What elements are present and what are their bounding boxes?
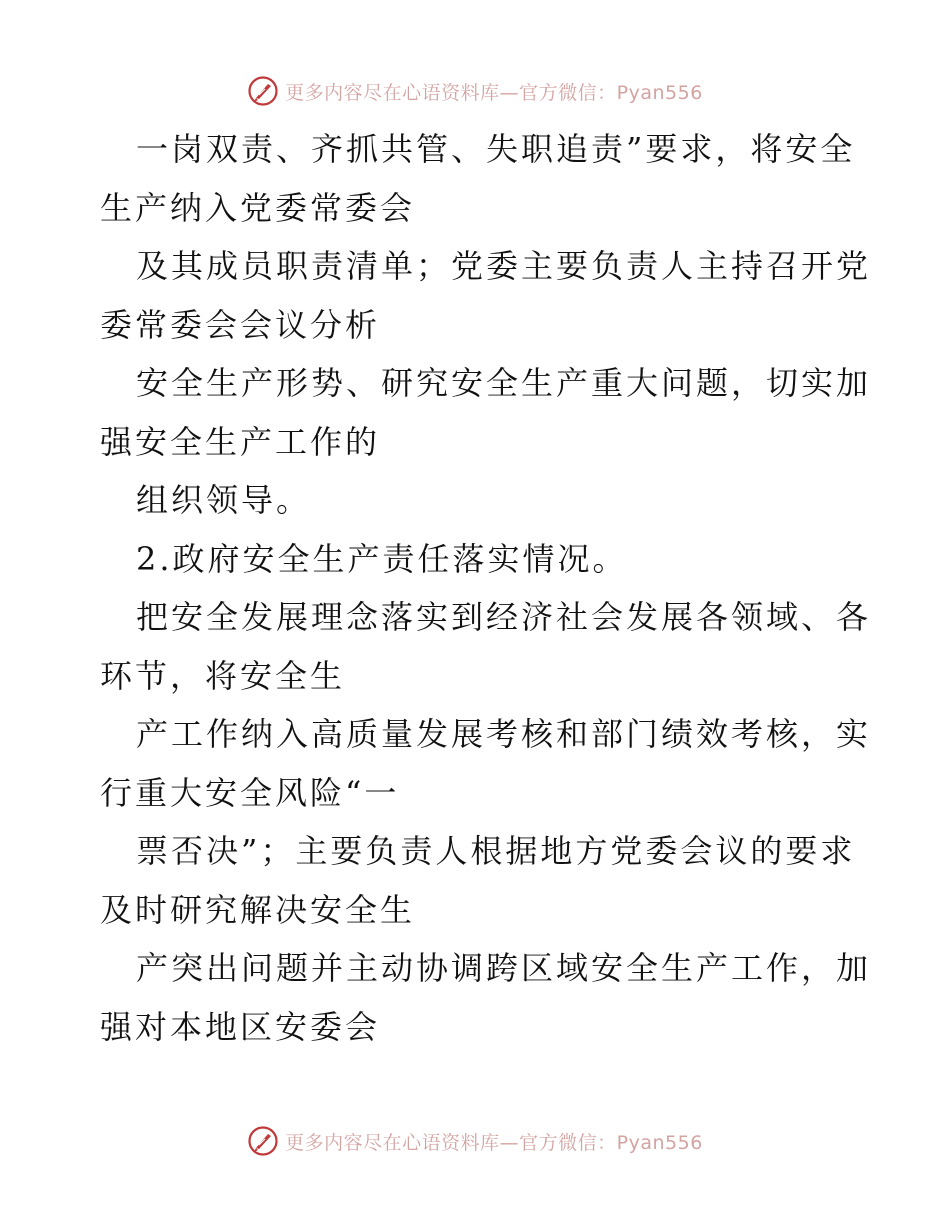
quill-logo-icon (247, 1125, 279, 1157)
body-line: 行重大安全风险“一 (100, 773, 400, 812)
body-line: 强安全生产工作的 (100, 422, 381, 461)
body-line: 安全生产形势、研究安全生产重大问题，切实加 (136, 364, 872, 402)
footer-watermark-text: 更多内容尽在心语资料库—官方微信：Pyan556 (285, 1131, 703, 1154)
header-watermark-text: 更多内容尽在心语资料库—官方微信：Pyan556 (285, 81, 703, 104)
body-line: 把安全发展理念落实到经济社会发展各领域、各 (136, 598, 872, 636)
body-line: 环节，将安全生 (100, 656, 346, 695)
body-line: 票否决”；主要负责人根据地方党委会议的要求 (136, 832, 856, 870)
body-line: 产工作纳入高质量发展考核和部门绩效考核，实 (136, 715, 872, 753)
section-heading: 2.政府安全生产责任落实情况。 (136, 539, 628, 578)
document-body (100, 120, 872, 1056)
body-line: 产突出问题并主动协调跨区域安全生产工作，加 (136, 949, 872, 987)
body-line: 组织领导。 (136, 481, 312, 519)
body-line: 生产纳入党委常委会 (100, 188, 416, 227)
page-header-watermark (0, 71, 950, 111)
body-line: 一岗双责、齐抓共管、失职追责”要求，将安全 (136, 130, 856, 168)
body-line: 及时研究解决安全生 (100, 890, 416, 929)
body-line: 及其成员职责清单；党委主要负责人主持召开党 (136, 247, 872, 285)
body-line: 强对本地区安委会 (100, 1007, 381, 1046)
page-footer-watermark (0, 1121, 950, 1161)
body-line: 委常委会会议分析 (100, 305, 381, 344)
quill-logo-icon (247, 75, 279, 107)
